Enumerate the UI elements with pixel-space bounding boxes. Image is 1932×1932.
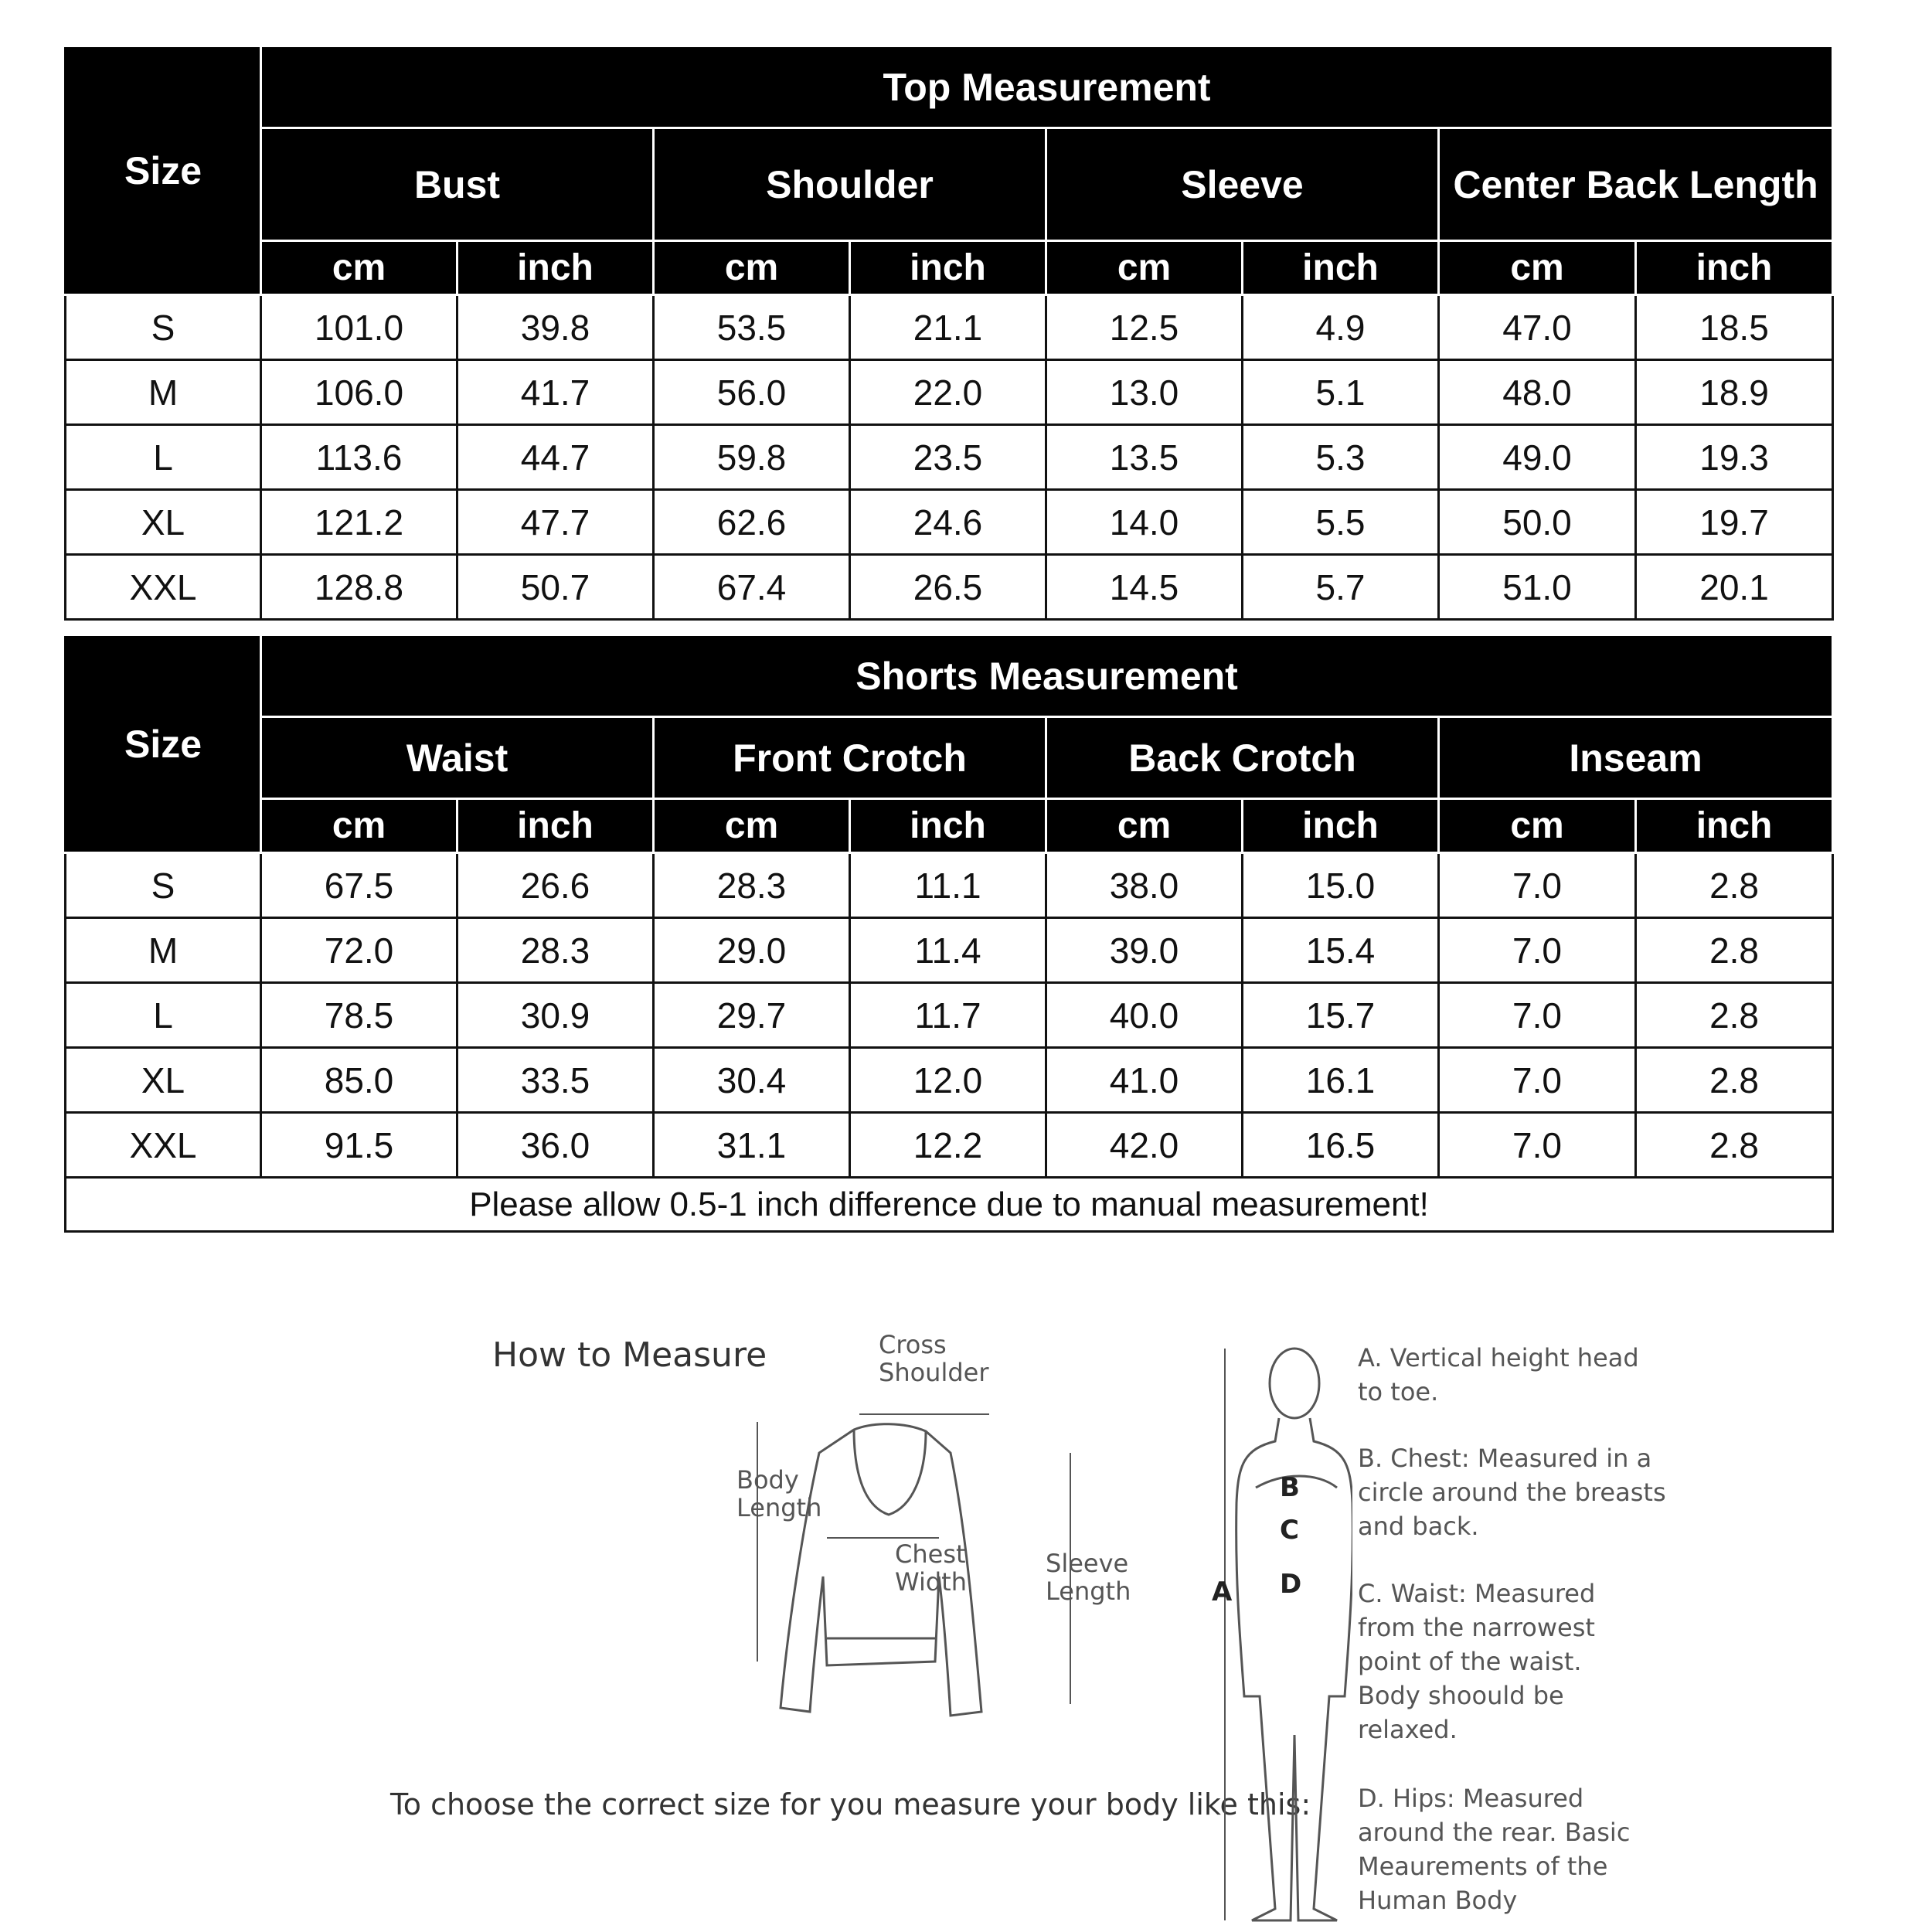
value-cell: 29.7 (654, 983, 850, 1048)
size-cell: XXL (66, 1113, 261, 1178)
value-cell: 14.5 (1046, 555, 1243, 620)
size-cell: M (66, 360, 261, 425)
value-cell: 41.0 (1046, 1048, 1243, 1113)
unit-header: inch (1636, 799, 1833, 853)
value-cell: 42.0 (1046, 1113, 1243, 1178)
group-header: Inseam (1439, 717, 1833, 799)
value-cell: 7.0 (1439, 983, 1636, 1048)
group-header: Front Crotch (654, 717, 1046, 799)
unit-header: inch (457, 799, 654, 853)
size-header: Size (66, 635, 261, 853)
value-cell: 50.7 (457, 555, 654, 620)
unit-header: cm (261, 241, 457, 295)
value-cell: 121.2 (261, 490, 457, 555)
value-cell: 40.0 (1046, 983, 1243, 1048)
unit-header: inch (850, 241, 1046, 295)
step-d: D. Hips: Measured around the rear. Basic Meaurements of the Human Body (1358, 1784, 1631, 1915)
value-cell: 113.6 (261, 425, 457, 490)
size-cell: XXL (66, 555, 261, 620)
value-cell: 29.0 (654, 918, 850, 983)
value-cell: 2.8 (1636, 853, 1833, 918)
value-cell: 101.0 (261, 295, 457, 360)
size-cell: L (66, 425, 261, 490)
value-cell: 128.8 (261, 555, 457, 620)
group-header: Waist (261, 717, 654, 799)
value-cell: 11.1 (850, 853, 1046, 918)
value-cell: 5.7 (1243, 555, 1439, 620)
value-cell: 85.0 (261, 1048, 457, 1113)
value-cell: 14.0 (1046, 490, 1243, 555)
table-row (66, 983, 1833, 1048)
cross-shoulder-label: Cross Shoulder (879, 1330, 989, 1387)
value-cell: 28.3 (457, 918, 654, 983)
group-header: Shoulder (654, 128, 1046, 241)
size-header: Size (66, 46, 261, 295)
size-cell: XL (66, 1048, 261, 1113)
value-cell: 31.1 (654, 1113, 850, 1178)
value-cell: 22.0 (850, 360, 1046, 425)
size-cell: M (66, 918, 261, 983)
value-cell: 5.3 (1243, 425, 1439, 490)
value-cell: 26.6 (457, 853, 654, 918)
unit-header: inch (850, 799, 1046, 853)
chest-width-label: Chest Width (895, 1539, 967, 1597)
value-cell: 56.0 (654, 360, 850, 425)
value-cell: 51.0 (1439, 555, 1636, 620)
value-cell: 72.0 (261, 918, 457, 983)
how-to-measure-title: How to Measure (492, 1335, 767, 1375)
value-cell: 12.2 (850, 1113, 1046, 1178)
value-cell: 7.0 (1439, 1048, 1636, 1113)
size-cell: S (66, 295, 261, 360)
value-cell: 47.7 (457, 490, 654, 555)
value-cell: 15.7 (1243, 983, 1439, 1048)
step-a: A. Vertical height head to toe. (1358, 1343, 1639, 1406)
sleeve-length-label: Sleeve Length (1046, 1549, 1131, 1606)
value-cell: 19.3 (1636, 425, 1833, 490)
unit-header: inch (1243, 799, 1439, 853)
value-cell: 11.7 (850, 983, 1046, 1048)
unit-header: cm (654, 799, 850, 853)
table-row (66, 555, 1833, 620)
value-cell: 7.0 (1439, 1113, 1636, 1178)
table-row (66, 1048, 1833, 1113)
value-cell: 26.5 (850, 555, 1046, 620)
value-cell: 36.0 (457, 1113, 654, 1178)
table-row (66, 295, 1833, 360)
value-cell: 2.8 (1636, 983, 1833, 1048)
table-row (66, 425, 1833, 490)
value-cell: 5.1 (1243, 360, 1439, 425)
value-cell: 38.0 (1046, 853, 1243, 918)
value-cell: 20.1 (1636, 555, 1833, 620)
value-cell: 53.5 (654, 295, 850, 360)
value-cell: 12.5 (1046, 295, 1243, 360)
table-row (66, 853, 1833, 918)
value-cell: 4.9 (1243, 295, 1439, 360)
value-cell: 28.3 (654, 853, 850, 918)
value-cell: 5.5 (1243, 490, 1439, 555)
value-cell: 2.8 (1636, 918, 1833, 983)
unit-header: cm (261, 799, 457, 853)
value-cell: 47.0 (1439, 295, 1636, 360)
value-cell: 13.5 (1046, 425, 1243, 490)
shorts-measurement-table (64, 634, 1834, 1233)
step-c: C. Waist: Measured from the narrowest point of the waist. Body shoould be relaxed. (1358, 1579, 1596, 1744)
value-cell: 15.0 (1243, 853, 1439, 918)
value-cell: 23.5 (850, 425, 1046, 490)
value-cell: 18.5 (1636, 295, 1833, 360)
value-cell: 2.8 (1636, 1048, 1833, 1113)
unit-header: cm (654, 241, 850, 295)
value-cell: 49.0 (1439, 425, 1636, 490)
body-length-label: Body Length (736, 1465, 822, 1522)
value-cell: 15.4 (1243, 918, 1439, 983)
value-cell: 41.7 (457, 360, 654, 425)
value-cell: 67.5 (261, 853, 457, 918)
value-cell: 12.0 (850, 1048, 1046, 1113)
value-cell: 7.0 (1439, 853, 1636, 918)
table-title: Top Measurement (261, 46, 1833, 128)
value-cell: 30.9 (457, 983, 654, 1048)
figure-head (1270, 1349, 1319, 1418)
table-row (66, 360, 1833, 425)
unit-header: cm (1439, 799, 1636, 853)
value-cell: 59.8 (654, 425, 850, 490)
figure-letter-c: C (1280, 1515, 1299, 1546)
value-cell: 11.4 (850, 918, 1046, 983)
value-cell: 16.5 (1243, 1113, 1439, 1178)
figure-letter-a: A (1212, 1577, 1233, 1607)
value-cell: 78.5 (261, 983, 457, 1048)
size-cell: L (66, 983, 261, 1048)
value-cell: 48.0 (1439, 360, 1636, 425)
figure-letter-d: D (1280, 1569, 1302, 1600)
group-header: Sleeve (1046, 128, 1439, 241)
value-cell: 50.0 (1439, 490, 1636, 555)
sweater-neckline (854, 1430, 926, 1515)
table-row (66, 490, 1833, 555)
body-figure (1206, 1333, 1352, 1928)
value-cell: 19.7 (1636, 490, 1833, 555)
choose-size-instruction: To choose the correct size for you measure your body like this: (390, 1787, 1311, 1821)
top-measurement-table (64, 45, 1834, 621)
size-cell: S (66, 853, 261, 918)
value-cell: 33.5 (457, 1048, 654, 1113)
group-header: Bust (261, 128, 654, 241)
value-cell: 2.8 (1636, 1113, 1833, 1178)
value-cell: 7.0 (1439, 918, 1636, 983)
step-b: B. Chest: Measured in a circle around the breasts and back. (1358, 1444, 1666, 1541)
measurement-note: Please allow 0.5-1 inch difference due to manual measurement! (66, 1178, 1833, 1232)
unit-header: cm (1046, 241, 1243, 295)
group-header: Center Back Length (1439, 128, 1833, 241)
table-row (66, 1113, 1833, 1178)
value-cell: 39.8 (457, 295, 654, 360)
unit-header: inch (1636, 241, 1833, 295)
value-cell: 67.4 (654, 555, 850, 620)
value-cell: 62.6 (654, 490, 850, 555)
value-cell: 13.0 (1046, 360, 1243, 425)
unit-header: cm (1439, 241, 1636, 295)
value-cell: 24.6 (850, 490, 1046, 555)
value-cell: 18.9 (1636, 360, 1833, 425)
value-cell: 21.1 (850, 295, 1046, 360)
value-cell: 16.1 (1243, 1048, 1439, 1113)
size-cell: XL (66, 490, 261, 555)
unit-header: cm (1046, 799, 1243, 853)
value-cell: 106.0 (261, 360, 457, 425)
table-title: Shorts Measurement (261, 635, 1833, 717)
figure-letter-b: B (1280, 1472, 1300, 1503)
value-cell: 44.7 (457, 425, 654, 490)
value-cell: 30.4 (654, 1048, 850, 1113)
table-row (66, 918, 1833, 983)
unit-header: inch (1243, 241, 1439, 295)
group-header: Back Crotch (1046, 717, 1439, 799)
value-cell: 39.0 (1046, 918, 1243, 983)
value-cell: 91.5 (261, 1113, 457, 1178)
unit-header: inch (457, 241, 654, 295)
